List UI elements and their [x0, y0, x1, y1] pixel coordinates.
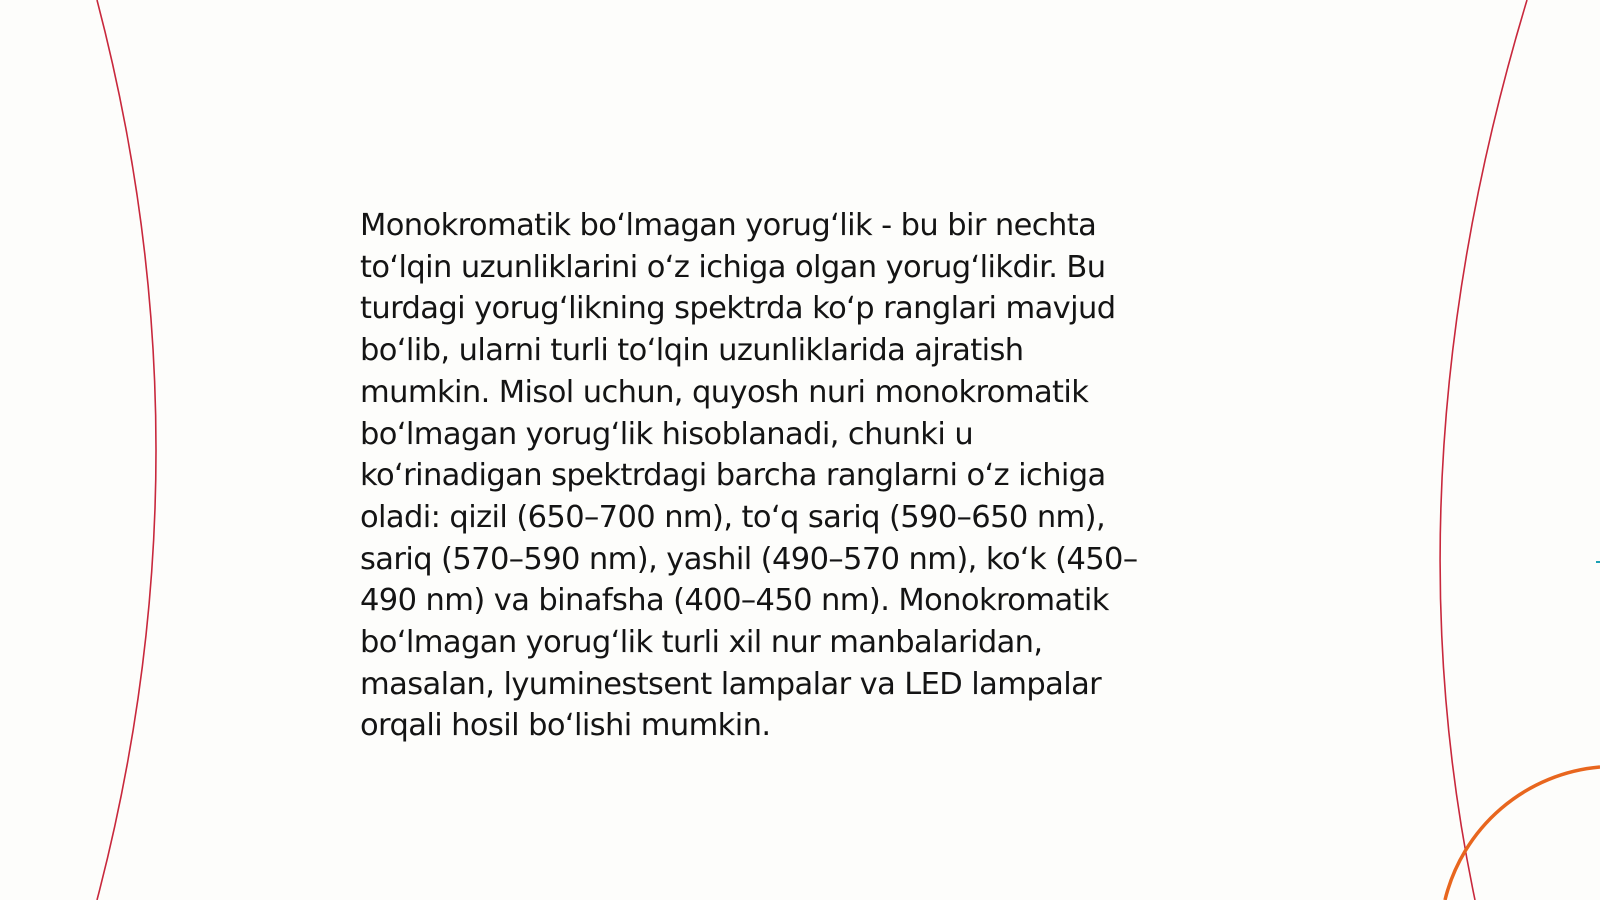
text-line: mumkin. Misol uchun, quyosh nuri monokromatik [360, 374, 1089, 410]
text-line: masalan, lyuminestsent lampalar va LED lampalar [360, 666, 1102, 702]
text-line: Monokromatik boʻlmagan yorugʻlik - bu bir nechta [360, 208, 1097, 243]
text-line: toʻlqin uzunliklarini oʻz ichiga olgan yorugʻlikdir. Bu [360, 249, 1106, 285]
text-line: oladi: qizil (650–700 nm), toʻq sariq (590–650 nm), [360, 499, 1106, 535]
body-paragraph [360, 205, 1195, 747]
text-line: orqali hosil boʻlishi mumkin. [360, 708, 771, 744]
left-arc [97, 0, 156, 900]
text-line: boʻlmagan yorugʻlik turli xil nur manbalaridan, [360, 625, 1043, 661]
text-line: turdagi yorugʻlikning spektrda koʻp ranglari mavjud [360, 291, 1116, 327]
right-arc [1440, 0, 1527, 900]
text-line: sariq (570–590 nm), yashil (490–570 nm), koʻk (450– [360, 541, 1138, 577]
orange-circle-arc [1445, 767, 1600, 900]
text-line: boʻlmagan yorugʻlik hisoblanadi, chunki u [360, 416, 974, 452]
text-line: koʻrinadigan spektrdagi barcha ranglarni oʻz ichiga [360, 458, 1106, 494]
text-line: 490 nm) va binafsha (400–450 nm). Monokromatik [360, 583, 1109, 619]
text-line: boʻlib, ularni turli toʻlqin uzunliklarida ajratish [360, 333, 1024, 369]
